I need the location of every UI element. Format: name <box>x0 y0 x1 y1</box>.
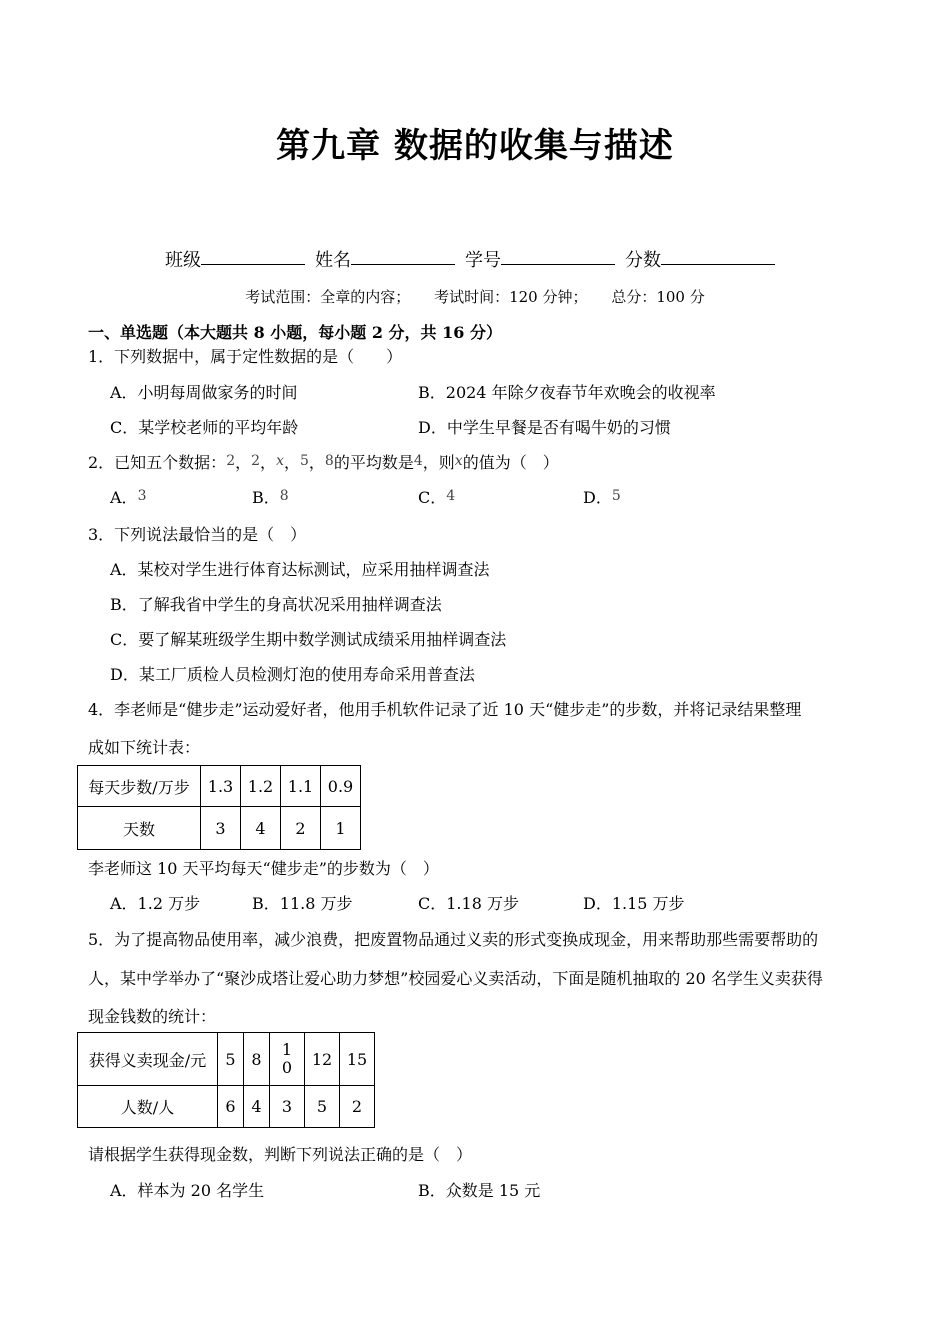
q5-stem-line1: 5．为了提高物品使用率，减少浪费，把废置物品通过义卖的形式变换成现金，用来帮助那些需要帮助的 <box>88 930 819 949</box>
exam-scope: 考试范围：全章的内容； 考试时间：120 分钟； 总分：100 分 <box>245 288 705 306</box>
q4-table-cell: 1 <box>321 807 361 850</box>
class-blank[interactable] <box>201 246 305 265</box>
q5-table-cell-ten: 1 0 <box>270 1033 305 1086</box>
q5-question: 请根据学生获得现金数，判断下列说法正确的是（ ） <box>88 1145 473 1164</box>
score-blank[interactable] <box>661 246 775 265</box>
q3-option-c: C．要了解某班级学生期中数学测试成绩采用抽样调查法 <box>110 630 507 649</box>
q4-table-cell: 1.3 <box>201 766 241 807</box>
q2-var-x: x <box>276 453 284 469</box>
q5-table-cell: 5 <box>218 1033 244 1086</box>
q4-stem-line1: 4．李老师是“健步走”运动爱好者，他用手机软件记录了近 10 天“健步走”的步数，并将记录结果整理 <box>88 700 802 719</box>
score-label: 分数 <box>625 250 661 271</box>
q4-table-cell: 4 <box>241 807 281 850</box>
q5-table-cell: 5 <box>305 1086 340 1128</box>
name-label: 姓名 <box>315 250 351 271</box>
q2-num-4: 8 <box>324 453 334 469</box>
q4-question: 李老师这 10 天平均每天“健步走”的步数为（ ） <box>88 859 439 878</box>
id-label: 学号 <box>465 250 501 271</box>
q4-option-d: D．1.15 万步 <box>583 894 685 913</box>
q4-table-head-steps: 每天步数/万步 <box>78 766 201 807</box>
q5-table-cell: 15 <box>340 1033 375 1086</box>
q4-table-cell: 0.9 <box>321 766 361 807</box>
q5-table-cell: 8 <box>244 1033 270 1086</box>
q5-stem-line2: 人，某中学举办了“聚沙成塔让爱心助力梦想”校园爱心义卖活动，下面是随机抽取的 20 名学生义卖获得 <box>88 969 823 988</box>
q1-option-d: D．中学生早餐是否有喝牛奶的习惯 <box>418 418 671 437</box>
q2-option-b: B．8 <box>252 488 289 507</box>
q1-option-c: C．某学校老师的平均年龄 <box>110 418 299 437</box>
q4-option-a: A．1.2 万步 <box>110 894 201 913</box>
q5-table-head-cash: 获得义卖现金/元 <box>78 1033 218 1086</box>
section-heading: 一、单选题（本大题共 8 小题，每小题 2 分，共 16 分） <box>88 323 502 342</box>
q5-table-cell: 12 <box>305 1033 340 1086</box>
id-blank[interactable] <box>501 246 615 265</box>
q2-stem: 2．已知五个数据：2，2，x，5，8的平均数是4，则x的值为（ ） <box>88 453 559 472</box>
q3-option-d: D．某工厂质检人员检测灯泡的使用寿命采用普查法 <box>110 665 475 684</box>
q2-option-d: D．5 <box>583 488 621 507</box>
q4-option-c: C．1.18 万步 <box>418 894 519 913</box>
q3-option-b: B．了解我省中学生的身高状况采用抽样调查法 <box>110 595 442 614</box>
q2-avg: 4 <box>413 453 423 469</box>
q4-table-cell: 3 <box>201 807 241 850</box>
q5-stem-line3: 现金钱数的统计： <box>88 1007 217 1026</box>
q5-option-b: B．众数是 15 元 <box>418 1181 541 1200</box>
q4-stem-line2: 成如下统计表： <box>88 738 201 757</box>
class-label: 班级 <box>165 250 201 271</box>
q4-table-head-days: 天数 <box>78 807 201 850</box>
q5-table-cell: 4 <box>244 1086 270 1128</box>
name-blank[interactable] <box>351 246 455 265</box>
q2-num-3: 5 <box>299 453 309 469</box>
q5-option-a: A．样本为 20 名学生 <box>110 1181 265 1200</box>
q1-option-b: B．2024 年除夕夜春节年欢晚会的收视率 <box>418 383 716 402</box>
q4-option-b: B．11.8 万步 <box>252 894 353 913</box>
q4-table <box>77 765 361 850</box>
q4-table-cell: 1.1 <box>281 766 321 807</box>
q3-stem: 3．下列说法最恰当的是（ ） <box>88 525 307 544</box>
q1-stem: 1．下列数据中，属于定性数据的是（ ） <box>88 347 403 366</box>
q1-option-a: A．小明每周做家务的时间 <box>110 383 298 402</box>
q2-option-a: A．3 <box>110 488 147 507</box>
q5-table-cell: 2 <box>340 1086 375 1128</box>
page-title: 第九章 数据的收集与描述 <box>276 126 674 166</box>
q5-table-cell: 6 <box>218 1086 244 1128</box>
q5-table <box>77 1032 375 1128</box>
q2-option-c: C．4 <box>418 488 456 507</box>
student-info-row <box>165 246 785 272</box>
q3-option-a: A．某校对学生进行体育达标测试，应采用抽样调查法 <box>110 560 490 579</box>
q2-num-1: 2 <box>226 453 236 469</box>
q4-table-cell: 1.2 <box>241 766 281 807</box>
q4-table-cell: 2 <box>281 807 321 850</box>
q2-var-x2: x <box>454 453 463 469</box>
q5-table-head-people: 人数/人 <box>78 1086 218 1128</box>
q5-table-cell: 3 <box>270 1086 305 1128</box>
q2-num-2: 2 <box>251 453 261 469</box>
